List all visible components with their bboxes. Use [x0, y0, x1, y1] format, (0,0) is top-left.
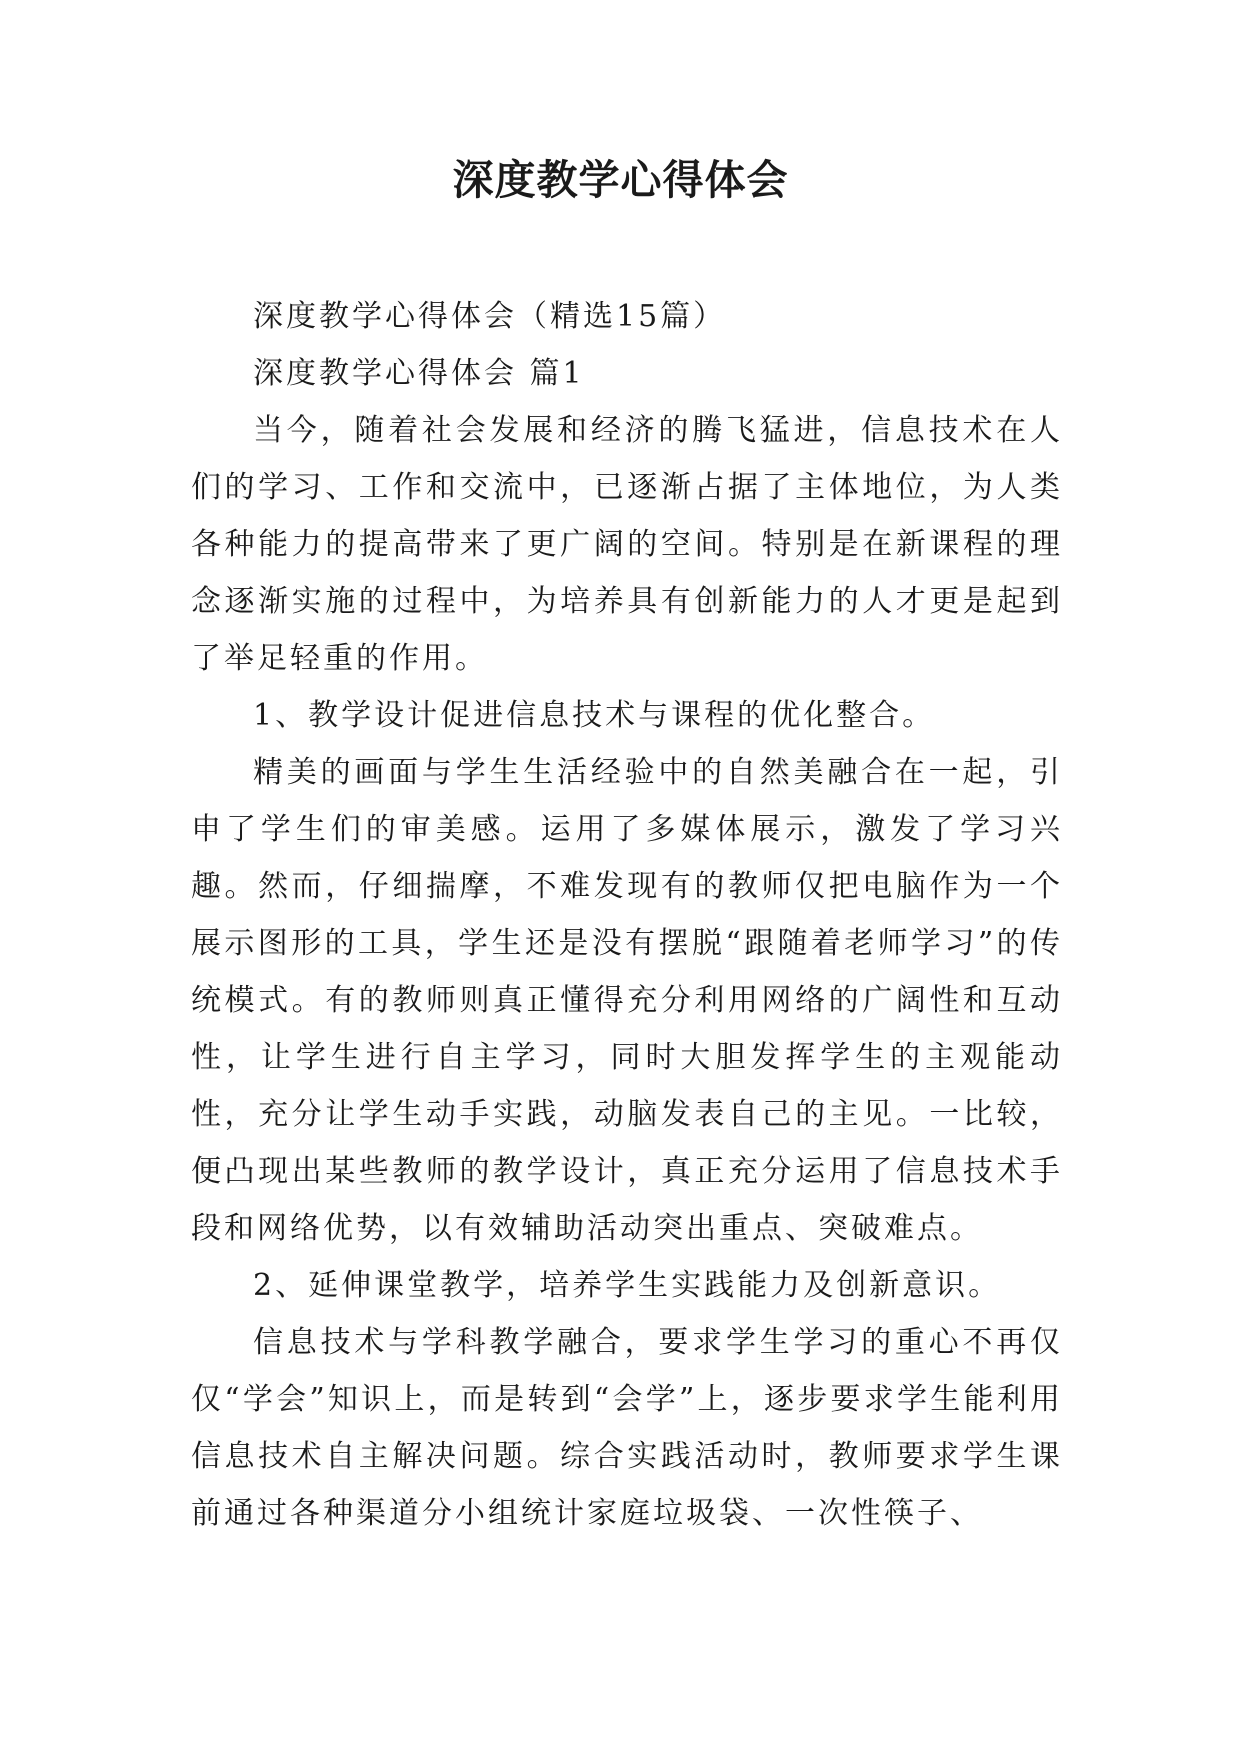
subtitle-paragraph: 深度教学心得体会（精选15篇）: [253, 299, 727, 334]
point-heading: 1、教学设计促进信息技术与课程的优化整合。: [253, 698, 936, 733]
body-paragraph: 精美的画面与学生生活经验中的自然美融合在一起，引申了学生们的审美感。运用了多媒体展示，激发了学习兴趣。然而，仔细揣摩，不难发现有的教师仅把电脑作为一个展示图形的工具，学生还是没有摆脱“跟随着老师学习”的传统模式。有的教师则真正懂得充分利用网络的广阔性和互动性，让学生进行自主学习，同时大胆发挥学生的主观能动性，充分让学生动手实践，动脑发表自己的主见。一比较，便凸现出某些教师的教学设计，真正充分运用了信息技术手段和网络优势，以有效辅助活动突出重点、突破难点。: [191, 755, 1063, 1246]
body-paragraph: 信息技术与学科教学融合，要求学生学习的重心不再仅仅“学会”知识上，而是转到“会学”上，逐步要求学生能利用信息技术自主解决问题。综合实践活动时，教师要求学生课前通过各种渠道分小组统计家庭垃圾袋、一次性筷子、: [191, 1325, 1063, 1531]
point-heading: 2、延伸课堂教学，培养学生实践能力及创新意识。: [253, 1268, 1002, 1303]
section-heading: 深度教学心得体会 篇1: [253, 356, 585, 391]
document-title: 深度教学心得体会: [452, 156, 789, 204]
body-paragraph: 当今，随着社会发展和经济的腾飞猛进，信息技术在人们的学习、工作和交流中，已逐渐占据了主体地位，为人类各种能力的提高带来了更广阔的空间。特别是在新课程的理念逐渐实施的过程中，为培养具有创新能力的人才更是起到了举足轻重的作用。: [191, 413, 1063, 676]
document-body: [191, 288, 1063, 1542]
